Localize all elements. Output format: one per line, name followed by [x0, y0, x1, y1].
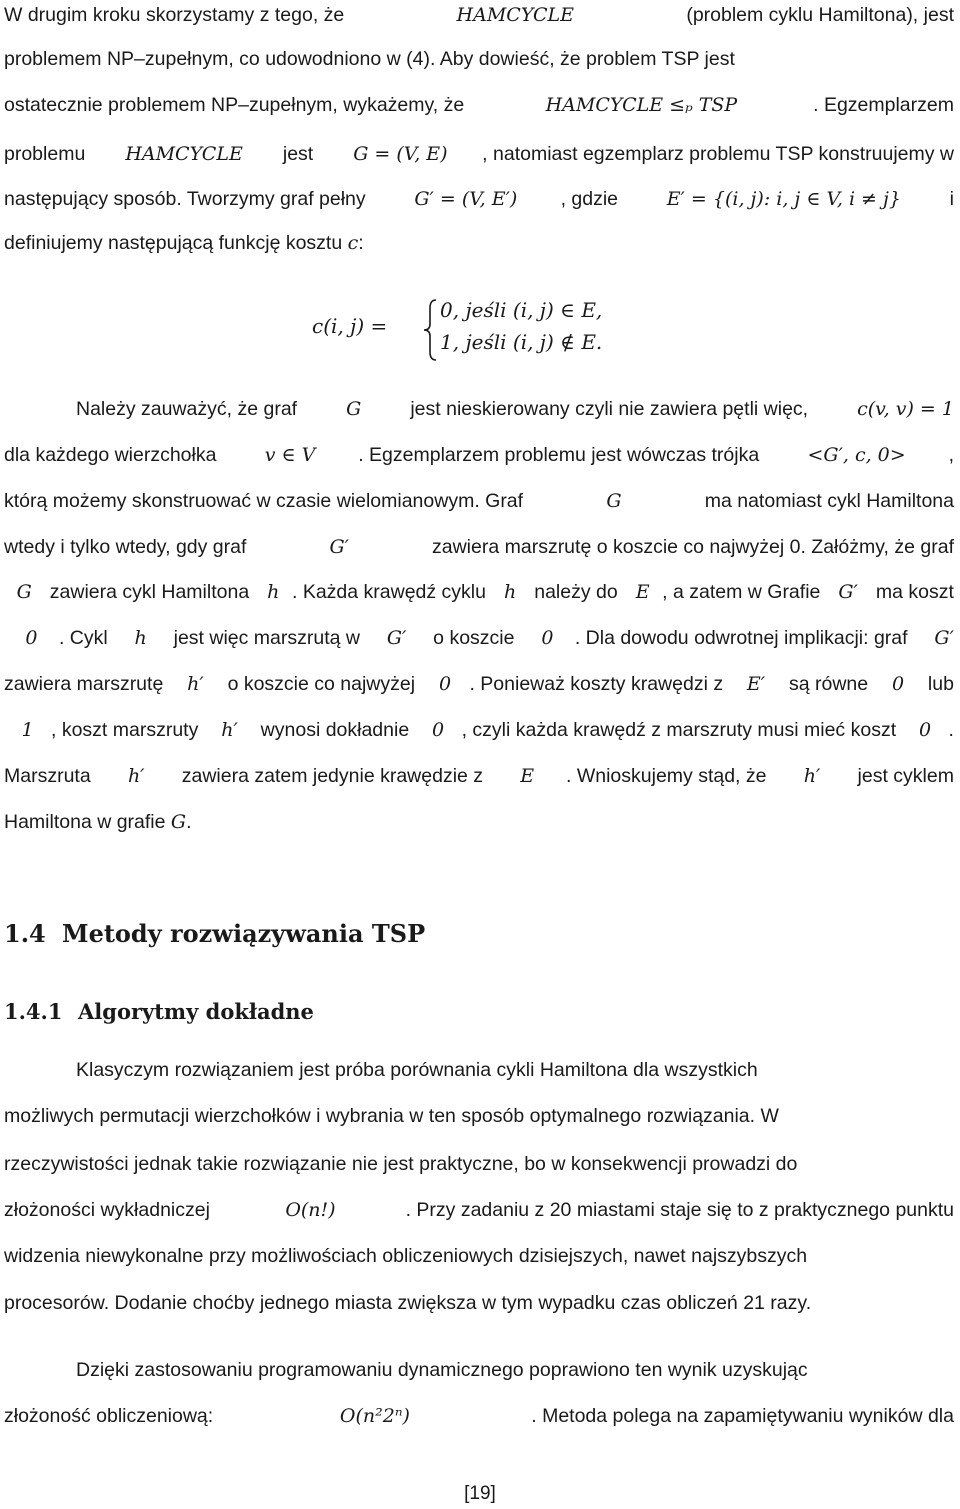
text-segment: ma natomiast cykl Hamiltona — [699, 490, 954, 512]
math-expression: <G′, c, 0> — [807, 444, 906, 466]
text-segment: ostatecznie problemem NP–zupełnym, wykażemy, że — [4, 94, 470, 116]
text-segment: , a zatem w Grafie — [662, 581, 826, 603]
text-segment: , — [948, 444, 954, 466]
text-segment: są równe — [783, 673, 874, 695]
math-expression: G — [170, 811, 187, 833]
text-segment: złożoność obliczeniową: — [4, 1405, 219, 1427]
math-expression: HAMCYCLE — [456, 4, 575, 26]
paragraph-line — [4, 532, 954, 562]
text-segment: zawiera zatem jedynie krawędzie z — [176, 765, 489, 787]
text-segment: (problem cyklu Hamiltona), jest — [680, 4, 954, 26]
text-segment: dla każdego wierzchołka — [4, 444, 222, 466]
subsection-number: 1.4.1 — [4, 999, 63, 1024]
formula-case-1: 0, jeśli (i, j) ∈ E, — [440, 298, 603, 322]
text-segment: W drugim kroku skorzystamy z tego, że — [4, 4, 350, 26]
text-segment: . Ponieważ koszty krawędzi z — [469, 673, 729, 695]
text-segment: jest nieskierowany czyli nie zawiera pętli więc, — [404, 398, 814, 420]
paragraph-line — [4, 228, 954, 258]
section-number: 1.4 — [4, 919, 46, 948]
text-segment: następujący sposób. Tworzymy graf pełny — [4, 188, 372, 210]
paragraph-line — [76, 1055, 954, 1085]
math-expression: h′ — [127, 765, 145, 787]
formula-lhs: c(i, j) = — [312, 314, 388, 338]
paragraph-line — [4, 486, 954, 516]
math-expression: G = (V, E) — [353, 143, 448, 165]
text-segment: rzeczywistości jednak takie rozwiązanie nie jest praktyczne, bo w konsekwencji prowadzi do — [4, 1153, 798, 1175]
text-segment: zawiera marszrutę — [4, 673, 169, 695]
paragraph-line — [4, 90, 954, 120]
text-segment: o koszcie — [427, 627, 520, 649]
text-segment: problemem NP–zupełnym, co udowodniono w (4). Aby dowieść, że problem TSP jest — [4, 48, 735, 70]
curly-brace — [422, 298, 438, 362]
math-expression: 1 — [21, 719, 34, 741]
math-expression: h — [267, 581, 280, 603]
math-expression: E′ — [746, 673, 766, 695]
text-segment: należy do — [528, 581, 624, 603]
math-expression: c — [347, 232, 359, 254]
text-segment: problemu — [4, 143, 91, 165]
paragraph-line — [4, 715, 954, 745]
paragraph-line — [4, 184, 954, 214]
math-expression: h′ — [803, 765, 821, 787]
math-expression: E — [635, 581, 650, 603]
text-segment: , koszt marszruty — [51, 719, 204, 741]
subsection-heading — [4, 997, 314, 1027]
text-segment: . Metoda polega na zapamiętywaniu wyników dla — [531, 1405, 954, 1427]
text-segment: . Egzemplarzem problemu jest wówczas trójka — [358, 444, 765, 466]
subsection-title: Algorytmy dokładne — [78, 999, 314, 1024]
paragraph-line — [4, 1149, 954, 1179]
text-segment: . Każda krawędź cyklu — [291, 581, 492, 603]
paragraph-line — [4, 761, 954, 791]
text-segment: . — [186, 811, 192, 833]
text-segment: , gdzie — [560, 188, 624, 210]
text-segment: jest cyklem — [852, 765, 954, 787]
text-segment: , czyli każda krawędź z marszruty musi mieć koszt — [461, 719, 902, 741]
paragraph-line — [4, 440, 954, 470]
text-segment: : — [358, 232, 364, 254]
text-segment: lub — [922, 673, 954, 695]
text-segment: Klasyczym rozwiązaniem jest próba porównania cykli Hamiltona dla wszystkich — [76, 1059, 758, 1081]
math-expression: O(n²2ⁿ) — [339, 1405, 410, 1427]
paragraph-line — [4, 1288, 954, 1318]
text-segment: . — [948, 719, 954, 741]
section-heading — [4, 918, 425, 950]
math-expression: h′ — [221, 719, 238, 741]
paragraph-line — [4, 1241, 954, 1271]
text-segment: zawiera cykl Hamiltona — [44, 581, 255, 603]
text-segment: Należy zauważyć, że graf — [76, 398, 303, 420]
paragraph-line — [4, 807, 954, 837]
math-expression: E — [520, 765, 535, 787]
section-title: Metody rozwiązywania TSP — [62, 919, 426, 948]
formula-case-2: 1, jeśli (i, j) ∉ E. — [440, 330, 603, 354]
math-expression: E′ = {(i, j): i, j ∈ V, i ≠ j} — [666, 188, 901, 210]
paragraph-line — [4, 623, 954, 653]
math-expression: 0 — [25, 627, 38, 649]
text-segment: możliwych permutacji wierzchołków i wybrania w ten sposób optymalnego rozwiązania. W — [4, 1105, 779, 1127]
page-number: [19] — [464, 1483, 496, 1504]
text-segment: procesorów. Dodanie choćby jednego miasta zwiększa w tym wypadku czas obliczeń 21 razy. — [4, 1292, 812, 1314]
paragraph-line — [4, 0, 954, 30]
math-expression: G — [606, 490, 622, 512]
text-segment: . Dla dowodu odwrotnej implikacji: graf — [574, 627, 913, 649]
math-expression: O(n!) — [285, 1199, 336, 1221]
math-expression: G′ — [934, 627, 954, 649]
text-segment: . Wnioskujemy stąd, że — [566, 765, 772, 787]
text-segment: Marszruta — [4, 765, 97, 787]
text-segment: . Przy zadaniu z 20 miastami staje się to z praktycznego punktu — [405, 1199, 954, 1221]
math-expression: h — [503, 581, 517, 603]
text-segment: , natomiast egzemplarz problemu TSP konstruujemy w — [482, 143, 954, 165]
text-segment: wynosi dokładnie — [255, 719, 415, 741]
math-expression: 0 — [438, 673, 452, 695]
paragraph-line — [4, 1401, 954, 1431]
paragraph-line — [76, 394, 954, 424]
math-expression: G — [16, 581, 32, 603]
text-segment: ma koszt — [870, 581, 954, 603]
text-segment: wtedy i tylko wtedy, gdy graf — [4, 536, 252, 558]
text-segment: Hamiltona w grafie — [4, 811, 171, 833]
text-segment: którą możemy skonstruować w czasie wielomianowym. Graf — [4, 490, 529, 512]
math-expression: h — [134, 627, 147, 649]
math-expression: c(v, v) = 1 — [857, 398, 954, 420]
text-segment: jest więc marszrutą w — [168, 627, 366, 649]
math-expression: G′ — [329, 536, 349, 558]
text-segment: zawiera marszrutę o koszcie co najwyżej 0. Załóżmy, że graf — [426, 536, 954, 558]
paragraph-line — [76, 1355, 954, 1385]
math-expression: G′ — [838, 581, 858, 603]
paragraph-line — [4, 1195, 954, 1225]
math-expression: 0 — [541, 627, 554, 649]
text-segment: Dzięki zastosowaniu programowaniu dynamicznego poprawiono ten wynik uzyskując — [76, 1359, 808, 1381]
text-segment: definiujemy następującą funkcję kosztu — [4, 232, 348, 254]
math-expression: G′ — [386, 627, 407, 649]
math-expression: HAMCYCLE ≤ₚ TSP — [545, 94, 738, 116]
text-segment: i — [944, 188, 954, 210]
paragraph-line — [4, 577, 954, 607]
text-segment: . Cykl — [58, 627, 114, 649]
math-expression: G′ = (V, E′) — [414, 188, 518, 210]
math-expression: h′ — [187, 673, 204, 695]
math-expression: 0 — [918, 719, 932, 741]
math-expression: v ∈ V — [264, 444, 316, 466]
math-expression: 0 — [432, 719, 445, 741]
text-segment: widzenia niewykonalne przy możliwościach obliczeniowych dzisiejszych, nawet najszybszych — [4, 1245, 808, 1267]
text-segment: o koszcie co najwyżej — [222, 673, 421, 695]
math-expression: G — [346, 398, 362, 420]
paragraph-line — [4, 669, 954, 699]
text-segment: . Egzemplarzem — [813, 94, 954, 116]
paragraph-line — [4, 1101, 954, 1131]
math-expression: HAMCYCLE — [125, 143, 243, 165]
paragraph-line — [4, 44, 954, 74]
math-expression: 0 — [891, 673, 905, 695]
paragraph-line — [4, 139, 954, 169]
text-segment: jest — [277, 143, 319, 165]
text-segment: złożoności wykładniczej — [4, 1199, 216, 1221]
